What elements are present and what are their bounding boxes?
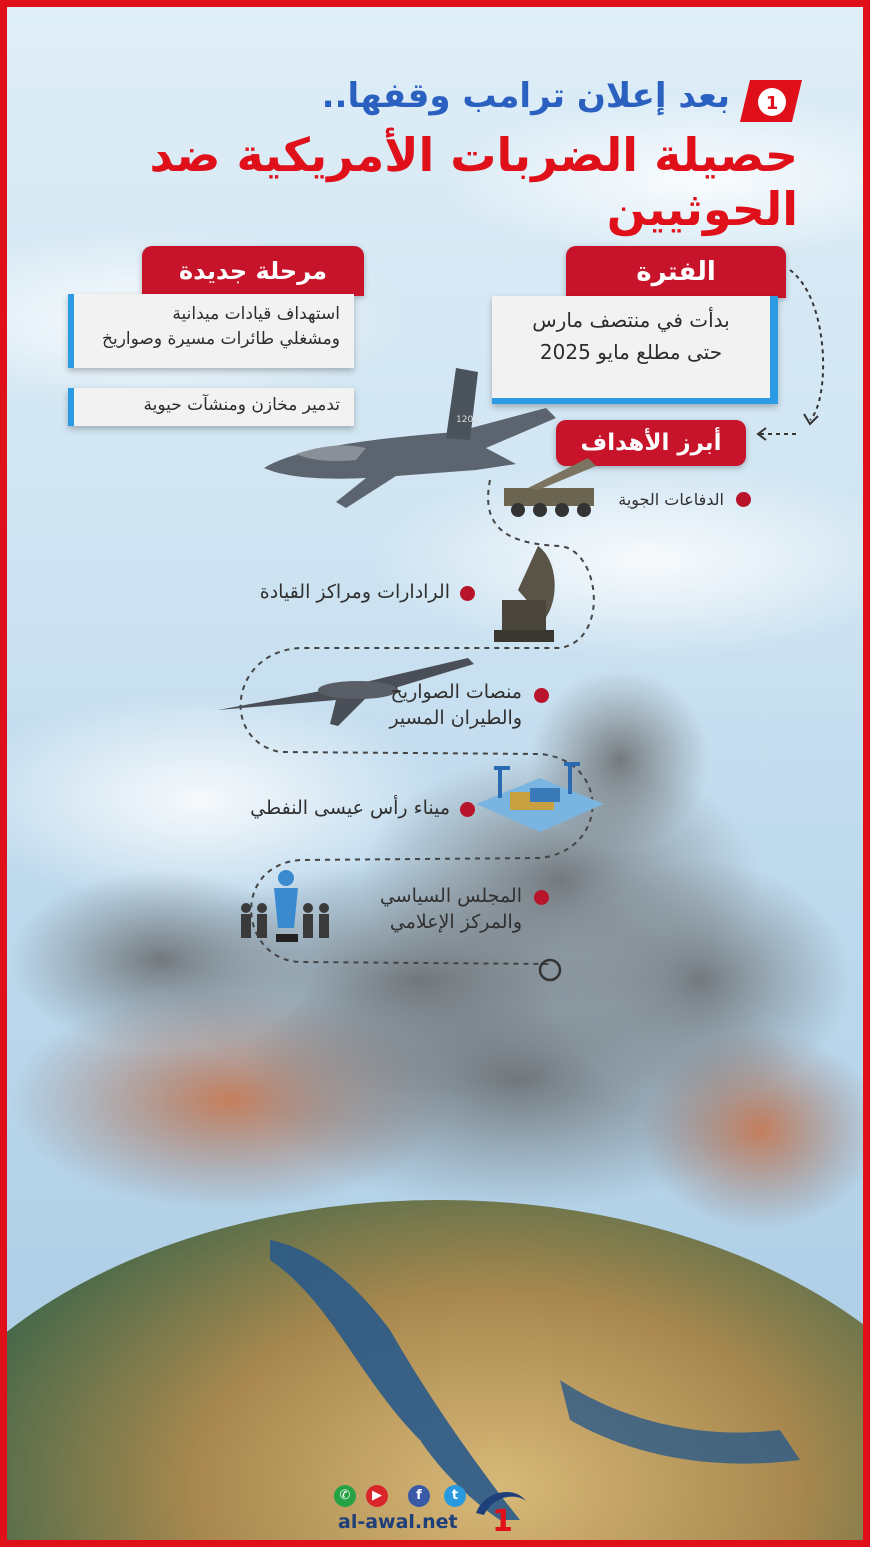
new-phase-card-1 (68, 294, 354, 368)
target-item-3-line-1: منصات الصواريخ (390, 681, 522, 703)
new-phase-tag: مرحلة جديدة (142, 246, 364, 296)
port-icon (470, 758, 610, 840)
target-dot-5 (534, 890, 549, 905)
site-logo-icon (736, 76, 806, 126)
target-dot-4 (460, 802, 475, 817)
target-item-5 (380, 884, 522, 935)
site-url[interactable]: al-awal.net (338, 1511, 458, 1533)
facebook-icon[interactable]: f (408, 1485, 430, 1507)
target-item-3 (389, 680, 522, 731)
new-phase-item-1-line-2: ومشغلي طائرات مسيرة وصواريخ (102, 328, 340, 349)
period-tag: الفترة (566, 246, 786, 298)
target-item-3-line-2: والطيران المسير (389, 706, 522, 729)
svg-text:1202: 1202 (456, 415, 479, 425)
whatsapp-icon[interactable]: ✆ (334, 1485, 356, 1507)
footer-logo-icon (470, 1483, 530, 1533)
page-title: حصيلة الضربات الأمريكية ضد الحوثيين (149, 128, 798, 236)
title-line-1: بعد إعلان ترامب وقفها.. (321, 76, 730, 116)
target-dot-1 (736, 492, 751, 507)
new-phase-item-2: تدمير مخازن ومنشآت حيوية (143, 395, 340, 415)
period-line-2: حتى مطلع مايو 2025 (539, 340, 723, 364)
globe-icon (0, 1200, 870, 1547)
new-phase-item-1-line-1: استهداف قيادات ميدانية (172, 304, 340, 324)
target-item-1-line-1: الدفاعات الجوية (618, 490, 724, 509)
target-item-1 (618, 489, 724, 511)
footer-logo-text: 1 (492, 1504, 513, 1533)
radar-icon (488, 540, 568, 650)
youtube-icon[interactable]: ▶ (366, 1485, 388, 1507)
period-line-1: بدأت في منتصف مارس (532, 308, 730, 332)
targets-tag: أبرز الأهداف (556, 420, 746, 466)
target-item-5-line-1: المجلس السياسي (379, 885, 522, 907)
target-item-4 (250, 796, 450, 822)
target-item-2 (260, 580, 450, 606)
twitter-icon[interactable]: t (444, 1485, 466, 1507)
people-icon (234, 864, 344, 948)
target-item-5-line-2: والمركز الإعلامي (389, 910, 522, 933)
target-dot-3 (534, 688, 549, 703)
target-item-4-line-1: ميناء رأس عيسى النفطي (250, 797, 450, 819)
fighter-jet-icon (256, 368, 566, 518)
target-dot-2 (460, 586, 475, 601)
svg-text:1: 1 (765, 93, 779, 114)
target-item-2-line-1: الرادارات ومراكز القيادة (259, 581, 450, 603)
